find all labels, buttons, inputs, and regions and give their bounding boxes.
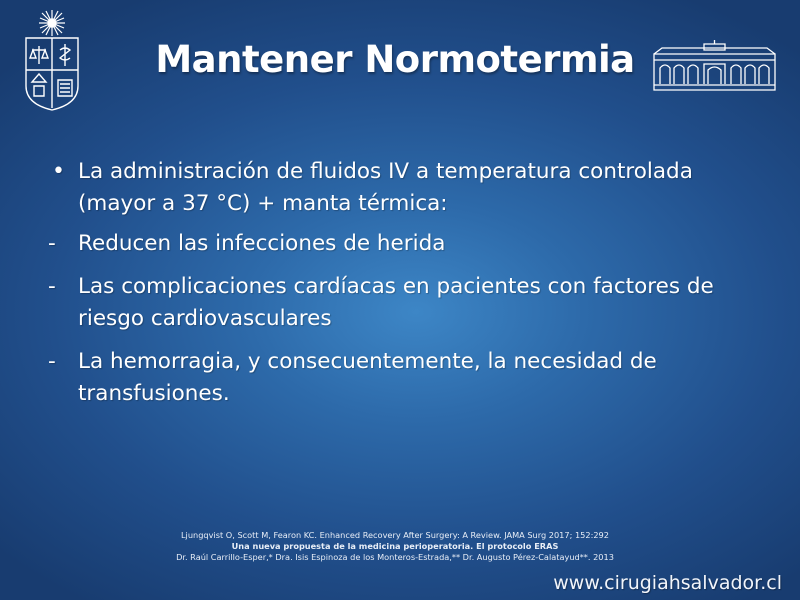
sub-item-cardiac [48,271,768,335]
sub-item-infections [48,228,768,260]
sub-item-text: Las complicaciones cardíacas en pacientes con factores de riesgo cardiovasculares [78,274,714,331]
sub-item-text: Reducen las infecciones de herida [78,231,446,256]
references [160,530,630,563]
sub-item-hemorrhage [48,346,768,410]
slide-title: Mantener Normotermia [155,38,635,81]
sub-item-text: La hemorragia, y consecuentemente, la necesidad de transfusiones. [78,349,657,406]
reference-line-3: Dr. Raúl Carrillo-Esper,* Dra. Isis Espinoza de los Monteros-Estrada,** Dr. Augusto Pérez-Calatayud**. 2013 [176,552,614,562]
bullet-item [48,156,768,220]
reference-line-2: Una nueva propuesta de la medicina perioperatoria. El protocolo ERAS [231,541,559,551]
hospital-building-icon [652,40,777,92]
dash-marker: - [48,349,56,374]
slide-body [48,156,768,421]
bullet-text: La administración de fluidos IV a temperatura controlada (mayor a 37 °C) + manta térmica: [78,159,693,216]
dash-marker: - [48,231,56,256]
footer-url: www.cirugiahsalvador.cl [553,572,782,594]
bullet-marker: • [52,159,65,184]
university-crest-icon [20,8,84,112]
reference-line-1: Ljungqvist O, Scott M, Fearon KC. Enhanced Recovery After Surgery: A Review. JAMA Surg 2017; 152:292 [181,530,609,540]
dash-marker: - [48,274,56,299]
